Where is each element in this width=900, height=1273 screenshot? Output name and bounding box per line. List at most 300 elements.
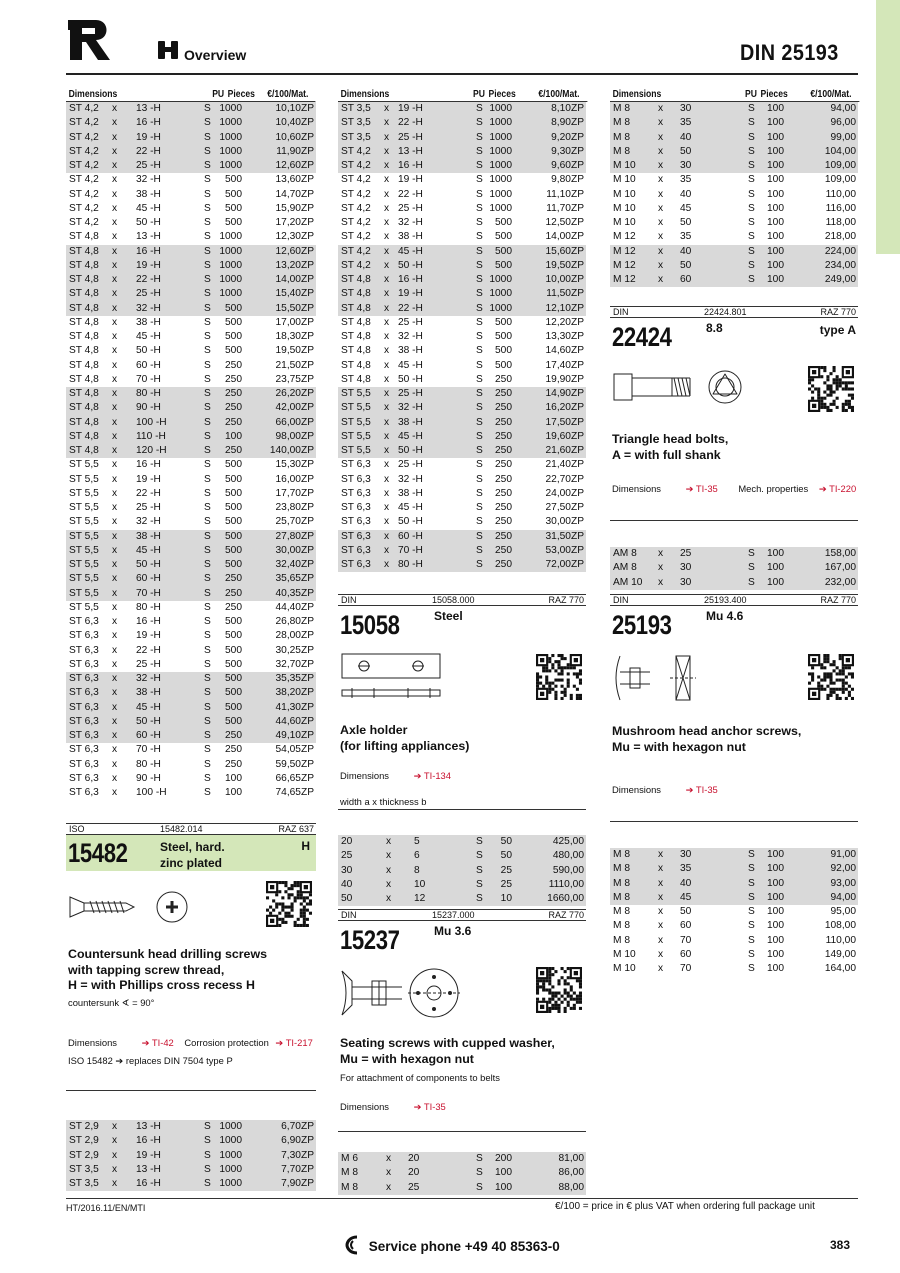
- cell-dimension: M 10: [613, 160, 636, 171]
- cell-dimension: ST 5,5: [341, 430, 371, 442]
- cell-pu: S: [204, 388, 211, 399]
- cell-pu: S: [476, 217, 483, 228]
- cell-pieces: 500: [225, 202, 242, 214]
- table-row: [66, 615, 316, 629]
- cell-pu: S: [204, 516, 211, 528]
- cell-x: x: [384, 131, 390, 143]
- cell-length: 32 -H: [136, 302, 161, 314]
- cell-price: 12,60ZP: [275, 245, 314, 257]
- cell-pieces: 500: [495, 331, 512, 342]
- cell-x: x: [112, 103, 118, 114]
- cell-price: 24,00ZP: [545, 487, 584, 499]
- cell-price: 74,65ZP: [275, 787, 314, 798]
- table-row: [66, 473, 316, 487]
- cell-x: x: [384, 202, 390, 214]
- cell-price: 14,90ZP: [545, 388, 584, 399]
- cell-pu: S: [476, 188, 483, 200]
- table-row: [66, 743, 316, 757]
- cell-price: 27,80ZP: [275, 530, 314, 542]
- cell-length: 25: [408, 1181, 420, 1193]
- rule: [610, 821, 858, 822]
- dimensions-ref: Dimensions ➔ TI-35: [340, 1101, 446, 1112]
- cell-pieces: 250: [225, 587, 242, 599]
- cell-pieces: 100: [767, 202, 784, 214]
- table-row: [66, 530, 316, 544]
- cell-length: 70: [680, 934, 692, 946]
- cell-price: 249,00: [824, 274, 856, 285]
- table-row: [610, 848, 858, 862]
- table-row: [66, 786, 316, 800]
- cell-x: x: [658, 217, 664, 228]
- cell-pu: S: [204, 202, 211, 214]
- cell-length: 45 -H: [136, 331, 161, 342]
- table-row: [338, 458, 586, 472]
- cell-x: x: [112, 245, 118, 257]
- cell-pu: S: [204, 1149, 211, 1161]
- cell-pieces: 25: [500, 864, 512, 876]
- cell-x: x: [112, 288, 118, 300]
- cell-price: 41,30ZP: [275, 701, 314, 713]
- cell-length: 50 -H: [398, 516, 423, 528]
- cell-pu: S: [204, 601, 211, 613]
- cell-length: 70: [680, 963, 692, 974]
- cell-x: x: [112, 758, 118, 770]
- cell-pu: S: [476, 331, 483, 342]
- cell-pieces: 500: [495, 231, 512, 243]
- cell-pieces: 500: [225, 630, 242, 642]
- table-row: [338, 330, 586, 344]
- table-row: [66, 672, 316, 686]
- product-header: DIN 15237.000 RAZ 770: [338, 909, 586, 921]
- cell-dimension: ST 5,5: [341, 445, 371, 456]
- cell-pieces: 100: [767, 188, 784, 200]
- cell-dimension: M 8: [613, 117, 630, 129]
- cell-x: x: [658, 131, 664, 143]
- product-15058: [338, 594, 586, 904]
- price-table: [338, 835, 586, 906]
- table-row: [66, 1177, 316, 1191]
- cell-x: x: [112, 516, 118, 528]
- cell-x: x: [384, 274, 390, 285]
- cell-pu: S: [204, 1178, 211, 1189]
- cell-pieces: 250: [495, 487, 512, 499]
- cell-dimension: ST 4,2: [341, 160, 371, 171]
- cell-price: 49,10ZP: [275, 730, 314, 741]
- cell-dimension: ST 4,8: [69, 274, 99, 285]
- cell-pu: S: [204, 744, 211, 756]
- cell-pu: S: [204, 331, 211, 342]
- table-row: [66, 359, 316, 373]
- cell-pieces: 1000: [489, 160, 512, 171]
- cell-pu: S: [476, 530, 483, 542]
- cell-pieces: 500: [495, 217, 512, 228]
- cell-price: 110,00: [825, 188, 856, 200]
- cell-pieces: 1000: [219, 231, 242, 243]
- cell-length: 19 -H: [136, 1149, 161, 1161]
- page-number: 383: [830, 1238, 851, 1252]
- cell-length: 40: [680, 245, 692, 257]
- cell-dimension: ST 4,8: [69, 388, 99, 399]
- cell-price: 23,75ZP: [275, 373, 314, 385]
- cell-pieces: 1000: [219, 245, 242, 257]
- seating-screw-drawing: [338, 965, 468, 1021]
- cell-length: 35: [680, 231, 692, 243]
- qr-code-icon[interactable]: [808, 654, 854, 700]
- cell-dimension: M 8: [613, 906, 630, 917]
- cell-dimension: ST 6,3: [341, 544, 371, 556]
- table-row: [610, 934, 858, 948]
- cell-pieces: 250: [225, 402, 242, 414]
- cell-x: x: [112, 787, 118, 798]
- cell-x: x: [384, 145, 390, 157]
- table-row: [66, 230, 316, 244]
- table-row: [610, 862, 858, 876]
- cell-price: 7,30ZP: [281, 1149, 314, 1161]
- cell-price: 30,25ZP: [275, 644, 314, 656]
- cell-pieces: 100: [767, 117, 784, 129]
- cell-x: x: [384, 231, 390, 243]
- cell-pu: S: [204, 559, 211, 570]
- table-row: [66, 1134, 316, 1148]
- cell-pieces: 100: [767, 231, 784, 243]
- table-row: [66, 644, 316, 658]
- cell-x: x: [658, 259, 664, 271]
- cell-length: 5: [414, 836, 420, 847]
- cell-length: 45 -H: [398, 245, 423, 257]
- cell-dimension: ST 4,8: [69, 402, 99, 414]
- cell-pu: S: [748, 906, 755, 917]
- cell-pu: S: [476, 245, 483, 257]
- cell-x: x: [658, 117, 664, 129]
- cell-pieces: 1000: [489, 131, 512, 143]
- table-row: [338, 159, 586, 173]
- qr-code-icon[interactable]: [266, 881, 312, 927]
- cell-x: x: [658, 103, 664, 114]
- cell-pu: S: [476, 117, 483, 129]
- table-row: [66, 188, 316, 202]
- cell-length: 32 -H: [398, 217, 423, 228]
- cell-length: 50 -H: [136, 217, 161, 228]
- cell-price: 53,00ZP: [545, 544, 584, 556]
- anchor-screw-drawing: [610, 652, 706, 704]
- cell-dimension: ST 5,5: [69, 473, 99, 485]
- price-table: [610, 848, 858, 976]
- cell-dimension: ST 5,5: [341, 416, 371, 428]
- table-row: [66, 772, 316, 786]
- cell-pieces: 250: [225, 416, 242, 428]
- cell-price: 72,00ZP: [545, 559, 584, 570]
- cell-length: 100 -H: [136, 787, 167, 798]
- cell-pu: S: [204, 1163, 211, 1175]
- cell-x: x: [384, 259, 390, 271]
- cell-dimension: ST 6,3: [69, 715, 99, 727]
- cell-length: 6: [414, 850, 420, 862]
- cell-pu: S: [204, 131, 211, 143]
- cell-x: x: [112, 730, 118, 741]
- product-22424: [610, 306, 858, 588]
- cell-length: 25: [680, 548, 692, 559]
- cell-length: 60 -H: [398, 530, 423, 542]
- qr-code-icon[interactable]: [536, 654, 582, 700]
- cell-length: 22 -H: [398, 302, 423, 314]
- cell-pu: S: [476, 274, 483, 285]
- cell-dimension: ST 6,3: [341, 487, 371, 499]
- table-row: [338, 1166, 586, 1180]
- cell-dimension: M 10: [613, 174, 636, 186]
- table-row: [66, 401, 316, 415]
- cell-x: x: [658, 548, 664, 559]
- table-row: [66, 330, 316, 344]
- cell-price: 11,90ZP: [276, 145, 314, 157]
- ti-link[interactable]: ➔ TI-134: [413, 770, 451, 781]
- table-row: [66, 729, 316, 743]
- cell-dimension: ST 6,3: [341, 473, 371, 485]
- table-row: [66, 387, 316, 401]
- table-row: [338, 116, 586, 130]
- cell-pieces: 250: [225, 601, 242, 613]
- cell-length: 13 -H: [136, 103, 161, 114]
- cell-price: 12,10ZP: [545, 302, 584, 314]
- dimensions-ref: Dimensions ➔ TI-35: [612, 784, 718, 795]
- cell-x: x: [112, 473, 118, 485]
- qr-code-icon[interactable]: [808, 366, 854, 412]
- cell-pu: S: [476, 202, 483, 214]
- cell-x: x: [112, 772, 118, 784]
- cell-price: 17,50ZP: [545, 416, 584, 428]
- price-table: [66, 102, 316, 800]
- cell-pu: S: [204, 231, 211, 243]
- cell-price: 12,30ZP: [275, 231, 314, 243]
- cell-length: 22 -H: [136, 145, 161, 157]
- ti-link[interactable]: ➔ TI-217: [275, 1037, 313, 1048]
- cell-pu: S: [476, 516, 483, 528]
- cell-dimension: ST 6,3: [69, 630, 99, 642]
- cell-price: 15,40ZP: [275, 288, 314, 300]
- cell-dimension: ST 4,8: [69, 359, 99, 371]
- cell-price: 21,40ZP: [545, 459, 584, 471]
- price-table: [66, 1120, 316, 1191]
- cell-pieces: 1000: [219, 274, 242, 285]
- cell-dimension: ST 4,8: [69, 316, 99, 328]
- cell-pu: S: [204, 587, 211, 599]
- cell-dimension: ST 5,5: [69, 516, 99, 528]
- cell-x: x: [384, 316, 390, 328]
- cell-price: 17,40ZP: [545, 359, 584, 371]
- table-row: [610, 905, 858, 919]
- cell-dimension: ST 5,5: [69, 530, 99, 542]
- cell-pieces: 250: [225, 730, 242, 741]
- cell-pu: S: [748, 103, 755, 114]
- cell-price: 26,20ZP: [275, 388, 314, 399]
- table-row: [66, 658, 316, 672]
- cell-x: x: [112, 587, 118, 599]
- cell-length: 80 -H: [136, 758, 161, 770]
- column-header: Dimensions PU Pieces €/100/Mat.: [66, 88, 315, 102]
- cell-x: x: [384, 530, 390, 542]
- cell-length: 19 -H: [398, 174, 423, 186]
- table-row: [66, 145, 316, 159]
- table-row: [338, 835, 586, 849]
- cell-x: x: [112, 601, 118, 613]
- cell-length: 45 -H: [136, 202, 161, 214]
- cell-price: 16,20ZP: [545, 402, 584, 414]
- cell-pu: S: [748, 188, 755, 200]
- table-row: [338, 515, 586, 529]
- cell-dimension: ST 6,3: [69, 673, 99, 684]
- cell-dimension: ST 4,2: [341, 217, 371, 228]
- cell-length: 50: [680, 217, 692, 228]
- product-note: For attachment of components to belts: [340, 1072, 500, 1083]
- cell-x: x: [384, 502, 390, 513]
- product-material: Steel, hard. zinc plated: [160, 840, 225, 870]
- dimensions-ref: Dimensions ➔ TI-42 Corrosion protection ➔ TI-217: [68, 1037, 313, 1048]
- cell-dimension: M 8: [613, 103, 630, 114]
- cell-dimension: ST 4,8: [341, 316, 371, 328]
- cell-x: x: [112, 259, 118, 271]
- table-row: [610, 102, 858, 116]
- cell-x: x: [384, 516, 390, 528]
- cell-dimension: ST 4,8: [69, 430, 99, 442]
- cell-length: 30: [680, 562, 692, 574]
- cell-x: x: [658, 274, 664, 285]
- cell-x: x: [384, 559, 390, 570]
- cell-x: x: [386, 1153, 392, 1164]
- cell-price: 13,30ZP: [545, 331, 584, 342]
- cell-dimension: ST 5,5: [341, 402, 371, 414]
- ti-link[interactable]: ➔ TI-42: [141, 1037, 174, 1048]
- table-row: [66, 131, 316, 145]
- phone-icon: [345, 1235, 365, 1255]
- cell-price: 1660,00: [547, 893, 584, 904]
- footer-rule: [66, 1198, 858, 1199]
- cell-price: 25,70ZP: [275, 516, 314, 528]
- cell-price: 9,20ZP: [551, 131, 584, 143]
- cell-pu: S: [476, 502, 483, 513]
- cell-length: 19 -H: [136, 630, 161, 642]
- cell-pieces: 250: [495, 402, 512, 414]
- cell-length: 38 -H: [136, 188, 161, 200]
- cell-price: 17,20ZP: [275, 217, 314, 228]
- ti-link[interactable]: ➔ TI-35: [685, 784, 718, 795]
- table-row: [66, 572, 316, 586]
- service-phone[interactable]: Service phone +49 40 85363-0: [345, 1235, 560, 1255]
- table-row: [610, 891, 858, 905]
- table-row: [338, 173, 586, 187]
- cell-dimension: M 6: [341, 1153, 358, 1164]
- cell-pu: S: [476, 103, 483, 114]
- cell-pu: S: [748, 245, 755, 257]
- table-row: [66, 501, 316, 515]
- recess-type: H: [301, 839, 310, 853]
- cell-pu: S: [204, 644, 211, 656]
- cell-dimension: ST 4,2: [341, 145, 371, 157]
- cell-price: 109,00: [824, 174, 856, 186]
- table-row: [610, 576, 858, 590]
- column-2: [338, 88, 588, 572]
- cell-length: 25 -H: [398, 202, 423, 214]
- cell-pu: S: [204, 530, 211, 542]
- cell-pieces: 500: [495, 359, 512, 371]
- cell-pieces: 250: [495, 373, 512, 385]
- cell-pieces: 100: [767, 274, 784, 285]
- table-row: [66, 216, 316, 230]
- cell-pieces: 250: [495, 388, 512, 399]
- cell-length: 38 -H: [398, 487, 423, 499]
- cell-dimension: ST 4,2: [341, 202, 371, 214]
- cell-dimension: ST 6,3: [69, 644, 99, 656]
- cell-x: x: [386, 893, 392, 904]
- cell-pieces: 500: [225, 687, 242, 699]
- table-row: [610, 259, 858, 273]
- cell-x: x: [112, 302, 118, 314]
- cell-price: 44,40ZP: [275, 601, 314, 613]
- cell-x: x: [112, 701, 118, 713]
- cell-pieces: 1000: [489, 188, 512, 200]
- cell-length: 19 -H: [136, 259, 161, 271]
- cell-price: 14,00ZP: [275, 274, 314, 285]
- product-number: 15058: [340, 610, 400, 640]
- table-row: [66, 1163, 316, 1177]
- cell-pu: S: [748, 274, 755, 285]
- cell-pieces: 1000: [219, 288, 242, 300]
- table-row: [66, 245, 316, 259]
- cell-length: 45: [680, 891, 692, 903]
- ti-link[interactable]: ➔ TI-220: [818, 483, 857, 494]
- table-row: [610, 547, 858, 561]
- cell-length: 12: [414, 893, 426, 904]
- qr-code-icon[interactable]: [536, 967, 582, 1013]
- cell-x: x: [658, 891, 664, 903]
- cell-x: x: [658, 576, 664, 588]
- cell-price: 14,60ZP: [545, 345, 584, 357]
- cell-length: 30: [680, 103, 692, 114]
- cell-price: 10,60ZP: [275, 131, 314, 143]
- cell-dimension: ST 3,5: [341, 131, 371, 143]
- cell-x: x: [658, 877, 664, 889]
- cell-x: x: [658, 160, 664, 171]
- cell-pieces: 100: [767, 145, 784, 157]
- cell-length: 25 -H: [136, 160, 161, 171]
- cell-pu: S: [476, 1153, 483, 1164]
- table-row: [66, 344, 316, 358]
- price-table: [610, 102, 860, 287]
- cell-dimension: 50: [341, 893, 353, 904]
- cell-x: x: [658, 963, 664, 974]
- cell-pu: S: [748, 145, 755, 157]
- cell-pieces: 500: [225, 345, 242, 357]
- cell-x: x: [384, 245, 390, 257]
- ti-link[interactable]: ➔ TI-35: [685, 483, 718, 494]
- cell-length: 13 -H: [136, 1163, 161, 1175]
- cell-pu: S: [476, 487, 483, 499]
- ti-link[interactable]: ➔ TI-35: [413, 1101, 446, 1112]
- bolt-drawing: [612, 366, 708, 408]
- cell-length: 32 -H: [398, 473, 423, 485]
- cell-pieces: 250: [495, 416, 512, 428]
- cell-pieces: 50: [500, 850, 512, 862]
- cell-pu: S: [476, 544, 483, 556]
- cell-x: x: [112, 316, 118, 328]
- cell-length: 22 -H: [136, 274, 161, 285]
- cell-length: 70 -H: [398, 544, 423, 556]
- cell-pu: S: [204, 687, 211, 699]
- cell-dimension: AM 8: [613, 562, 637, 574]
- cell-dimension: ST 6,3: [69, 787, 99, 798]
- rule: [610, 520, 858, 521]
- cell-length: 20: [408, 1167, 420, 1179]
- column-3: [610, 88, 860, 287]
- cell-dimension: M 12: [613, 245, 636, 257]
